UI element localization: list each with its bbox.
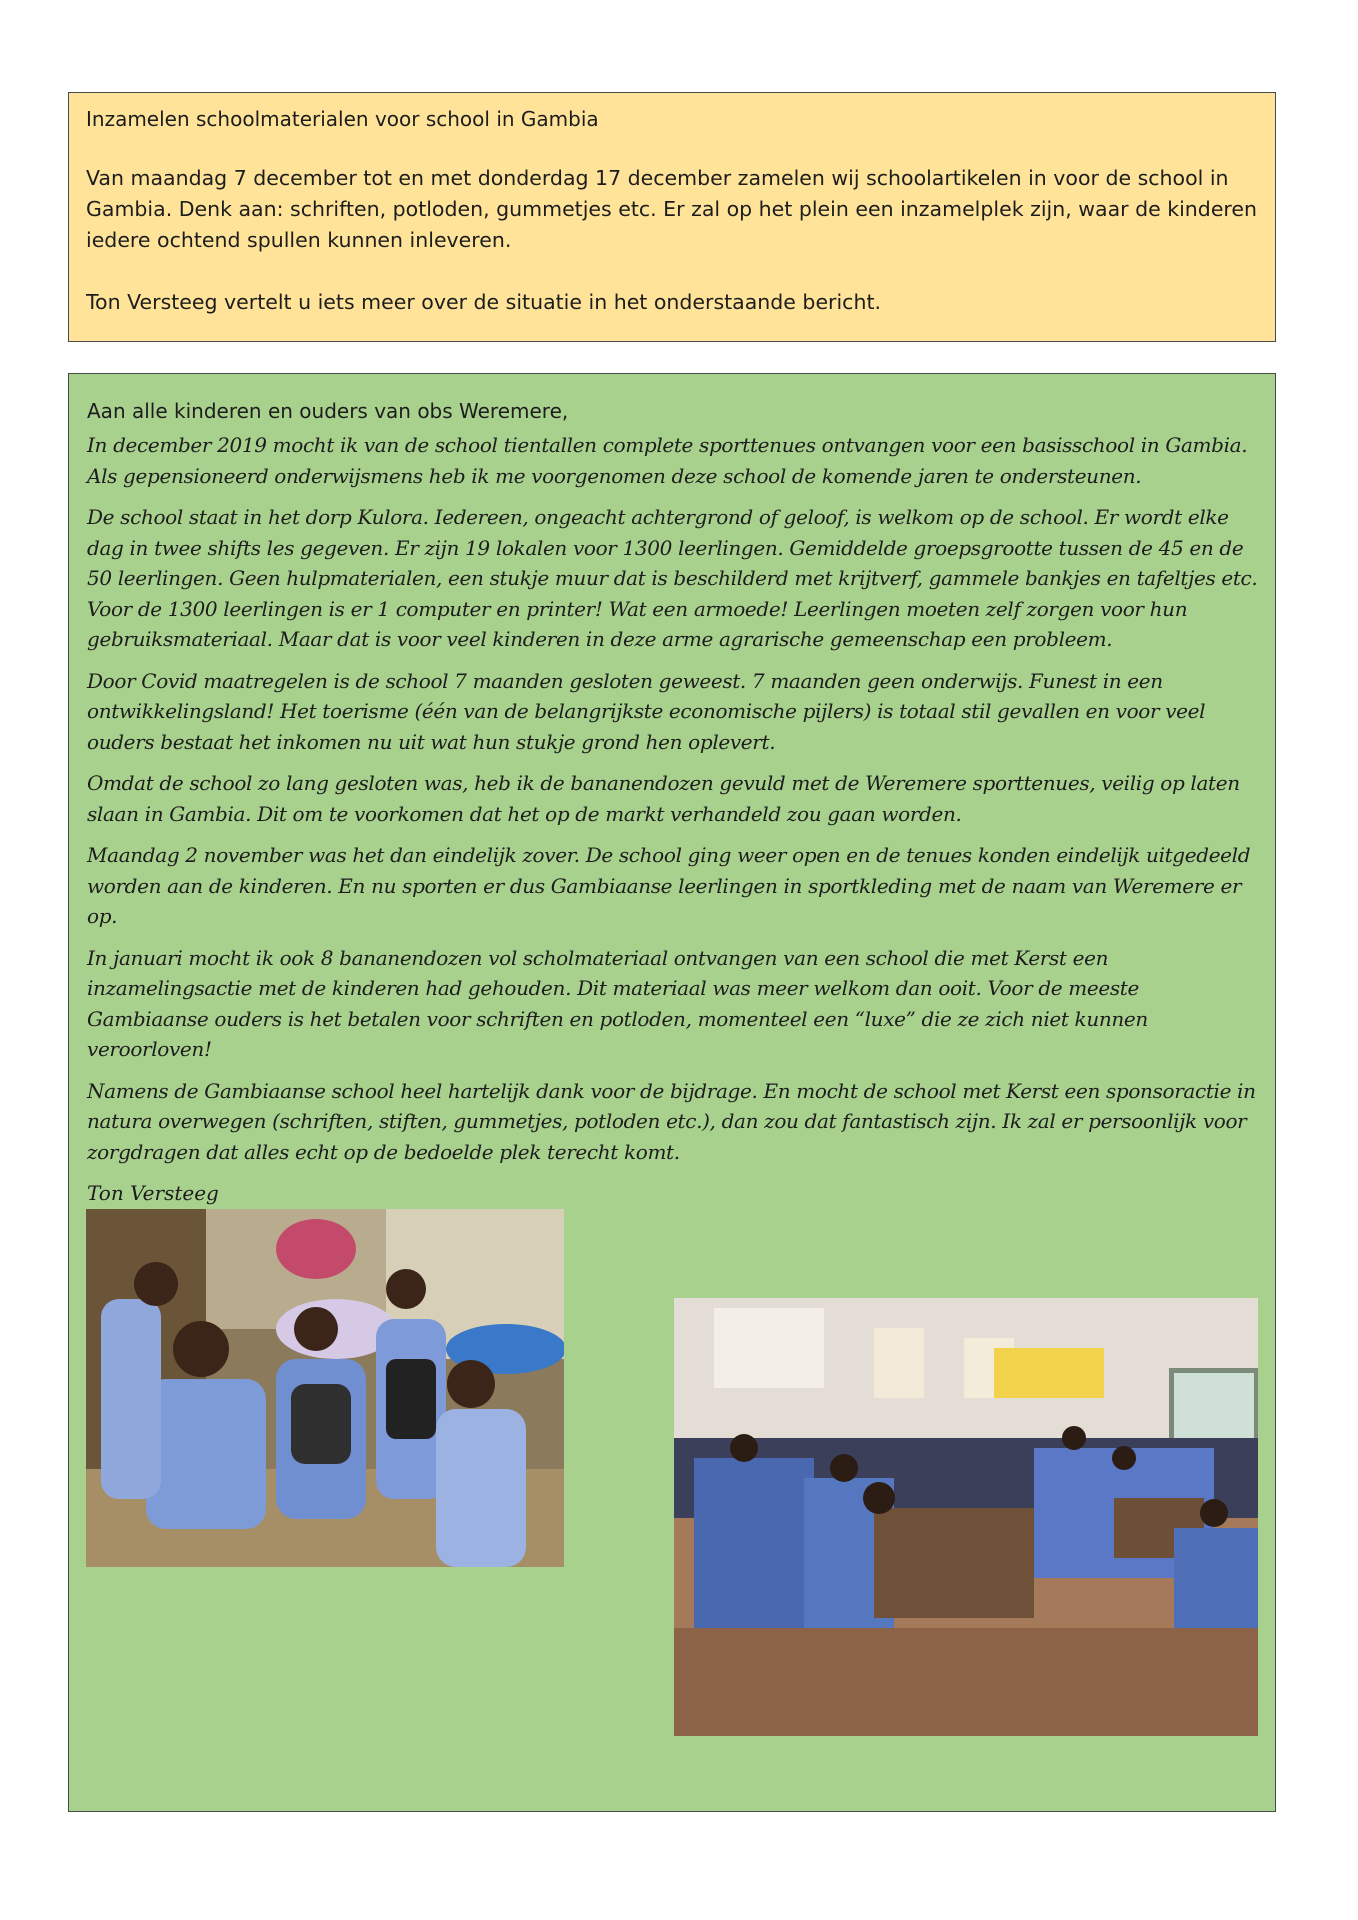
letter-paragraph: Omdat de school zo lang gesloten was, heb ik de bananendozen gevuld met de Weremere sporttenues, veilig op laten slaan in Gambia. Dit om te voorkomen dat het op de markt verhandeld zou gaan worden. (87, 771, 1240, 826)
notice-title: Inzamelen schoolmaterialen voor school in Gambia (86, 107, 599, 131)
children-outdoor-photo (86, 1209, 564, 1567)
letter-paragraph: De school staat in het dorp Kulora. Iedereen, ongeacht achtergrond of geloof, is welkom op de school. Er wordt elke dag in twee shifts les gegeven. Er zijn 19 lokalen voor 1300 leerlingen. Gemiddelde groepsgrootte tussen de 45 en de 50 leerlingen. Geen hulpmaterialen, een stukje muur dat is beschilderd met krijtverf, gammele bankjes en tafeltjes etc. Voor de 1300 leerlingen is er 1 computer en printer! Wat een armoede! Leerlingen moeten zelf zorgen voor hun gebruiksmateriaal. Maar dat is voor veel kinderen in deze arme agrarische gemeenschap een probleem. (87, 505, 1258, 651)
letter-paragraph: Namens de Gambiaanse school heel hartelijk dank voor de bijdrage. En mocht de school met Kerst een sponsoractie in natura overwegen (schriften, stiften, gummetjes, potloden etc.), dan zou dat fantastisch zijn. Ik zal er persoonlijk voor zorgdragen dat alles echt op de bedoelde plek terecht komt. (87, 1078, 1256, 1164)
notice-paragraph: Van maandag 7 december tot en met donderdag 17 december zamelen wij schoolartikelen in voor de school in Gambia. Denk aan: schriften, potloden, gummetjes etc. Er zal op het plein een inzamelplek zijn, waar de kinderen iedere ochtend spullen kunnen inleveren. (86, 166, 1258, 252)
notice-paragraph: Ton Versteeg vertelt u iets meer over de situatie in het onderstaande bericht. (86, 290, 881, 314)
letter-greeting: Aan alle kinderen en ouders van obs Weremere, (87, 399, 569, 423)
classroom-photo (674, 1298, 1258, 1736)
letter-signature: Ton Versteeg (87, 1181, 219, 1205)
letter-paragraph: Maandag 2 november was het dan eindelijk zover. De school ging weer open en de tenues konden eindelijk uitgedeeld worden aan de kinderen. En nu sporten er dus Gambiaanse leerlingen in sportkleding met de naam van Weremere er op. (87, 843, 1251, 928)
letter-paragraph: In december 2019 mocht ik van de school tientallen complete sporttenues ontvangen voor een basisschool in Gambia. Als gepensioneerd onderwijsmens heb ik me voorgenomen deze school de komende jaren te ondersteunen. (87, 433, 1248, 488)
letter-paragraph: Door Covid maatregelen is de school 7 maanden gesloten geweest. 7 maanden geen onderwijs. Funest in een ontwikkelingsland! Het toerisme (één van de belangrijkste economische pijlers) is totaal stil gevallen en voor veel ouders bestaat het inkomen nu uit wat hun stukje grond hen oplevert. (87, 668, 1206, 754)
letter-paragraph: In januari mocht ik ook 8 bananendozen vol scholmateriaal ontvangen van een school die met Kerst een inzamelingsactie met de kinderen had gehouden. Dit materiaal was meer welkom dan ooit. Voor de meeste Gambiaanse ouders is het betalen voor schriften en potloden, momenteel een “luxe” die ze zich niet kunnen veroorloven! (87, 945, 1148, 1061)
notice-box (68, 92, 1276, 342)
